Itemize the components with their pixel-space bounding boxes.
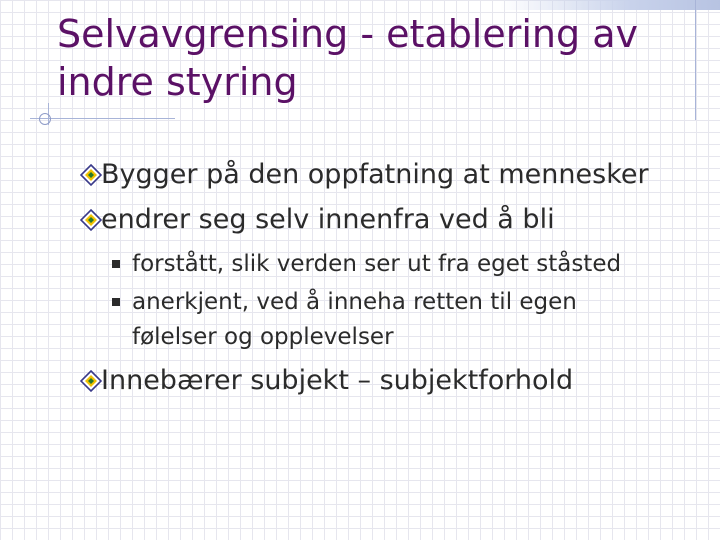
title-rule	[30, 118, 175, 119]
crosshair-icon	[39, 113, 51, 125]
diamond-bullet-icon	[80, 209, 102, 231]
diamond-bullet-icon	[80, 370, 102, 392]
square-bullet-icon	[112, 298, 120, 306]
bullet-text-1: Bygger på den oppfatning at mennesker	[101, 159, 649, 190]
title-line-2: indre styring	[57, 60, 298, 104]
title-line-1: Selvavgrensing - etablering av	[57, 12, 638, 56]
bullet-text-2: endrer seg selv innenfra ved å bli	[101, 204, 555, 235]
sub-bullet-text-1: forstått, slik verden ser ut fra eget ståsted	[132, 251, 622, 277]
decorative-top-bar	[500, 0, 720, 10]
slide-title	[57, 10, 697, 106]
sub-bullet-text-2: anerkjent, ved å inneha retten til egen	[132, 289, 577, 315]
sub-bullet-text-3: følelser og opplevelser	[132, 324, 394, 350]
square-bullet-icon	[112, 260, 120, 268]
bullet-text-3: Innebærer subjekt – subjektforhold	[101, 365, 574, 396]
diamond-bullet-icon	[80, 164, 102, 186]
